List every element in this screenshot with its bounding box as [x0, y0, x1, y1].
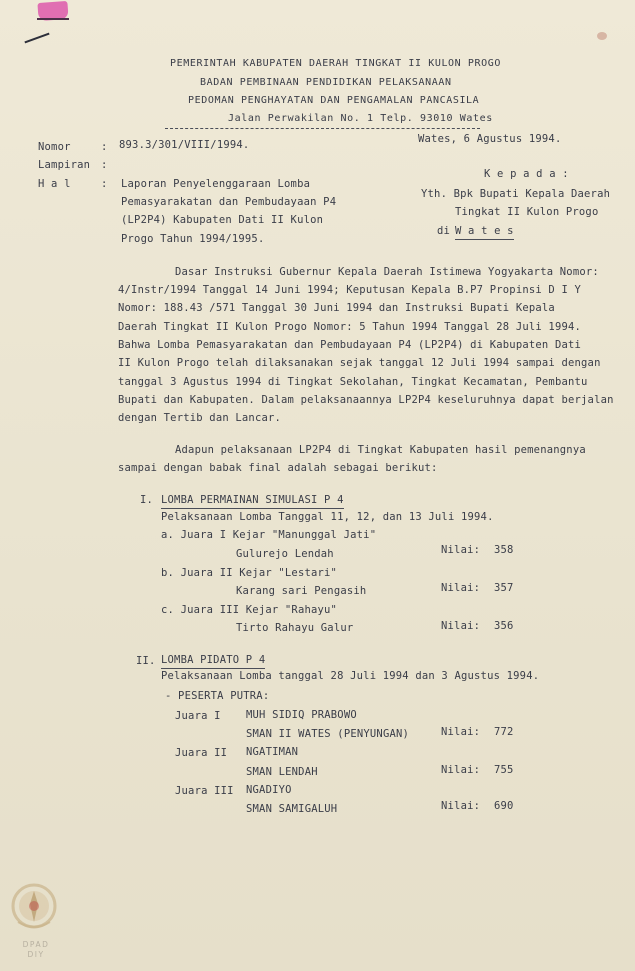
hal-line: (LP2P4) Kabupaten Dati II Kulon	[121, 214, 324, 226]
body-line: Bahwa Lomba Pemasyarakatan dan Pembudayaan P4 (LP2P4) di Kabupaten Dati	[118, 339, 582, 351]
score-label: Nilai:	[441, 582, 481, 594]
section-1-winner-rank: a. Juara I Kejar "Manunggal Jati"	[161, 529, 377, 541]
section-2-number: II.	[136, 655, 156, 667]
body-line: Nomor: 188.43 /571 Tanggal 30 Juni 1994 dan Instruksi Bupati Kepala	[118, 302, 555, 314]
section-1-title: LOMBA PERMAINAN SIMULASI P 4	[161, 494, 344, 509]
hal-line: Pemasyarakatan dan Pembudayaan P4	[121, 196, 337, 208]
letterhead-rule	[165, 128, 480, 129]
section-2-winner-name: MUH SIDIQ PRABOWO	[246, 709, 357, 721]
watermark-line-2: DIY	[27, 950, 45, 959]
score-value: 358	[494, 544, 514, 556]
recipient-city: W a t e s	[455, 225, 514, 240]
section-1-date: Pelaksanaan Lomba Tanggal 11, 12, dan 13 Juli 1994.	[161, 511, 494, 523]
letterhead-line-1: PEMERINTAH KABUPATEN DAERAH TINGKAT II KULON PROGO	[170, 58, 502, 69]
letter-date: Wates, 6 Agustus 1994.	[418, 133, 562, 145]
section-1-number: I.	[140, 494, 154, 506]
section-2-winner-name: NGATIMAN	[246, 746, 299, 758]
body-line: Adapun pelaksanaan LP2P4 di Tingkat Kabupaten hasil pemenangnya	[175, 444, 586, 456]
score-value: 690	[494, 800, 514, 812]
body-line: sampai dengan babak final adalah sebagai berikut:	[118, 462, 438, 474]
section-2-winner-school: SMAN SAMIGALUH	[246, 803, 338, 815]
score-value: 772	[494, 726, 514, 738]
section-2-winner-rank: Juara II	[175, 747, 228, 759]
recipient-di: di	[437, 225, 451, 237]
score-label: Nilai:	[441, 620, 481, 632]
body-line: dengan Tertib dan Lancar.	[118, 412, 282, 424]
section-2-winner-name: NGADIYO	[246, 784, 292, 796]
hal-colon: :	[101, 178, 108, 190]
nomor-value: 893.3/301/VIII/1994.	[119, 139, 250, 151]
score-label: Nilai:	[441, 544, 481, 556]
dpad-seal-icon	[10, 882, 58, 934]
tab-line	[37, 18, 69, 20]
nomor-colon: :	[101, 141, 108, 153]
letterhead-address: Jalan Perwakilan No. 1 Telp. 93010 Wates	[228, 113, 493, 124]
body-line: II Kulon Progo telah dilaksanakan sejak tanggal 12 Juli 1994 sampai dengan	[118, 357, 601, 369]
score-value: 755	[494, 764, 514, 776]
hal-line: Progo Tahun 1994/1995.	[121, 233, 265, 245]
section-2-winner-rank: Juara I	[175, 710, 221, 722]
body-line: tanggal 3 Agustus 1994 di Tingkat Sekolahan, Tingkat Kecamatan, Pembantu	[118, 376, 588, 388]
lampiran-label: Lampiran	[38, 159, 91, 171]
nomor-label: Nomor	[38, 141, 71, 153]
section-1-winner-place: Tirto Rahayu Galur	[236, 622, 354, 634]
body-line: Daerah Tingkat II Kulon Progo Nomor: 5 Tahun 1994 Tanggal 28 Juli 1994.	[118, 321, 582, 333]
score-value: 356	[494, 620, 514, 632]
body-line: Dasar Instruksi Gubernur Kepala Daerah Istimewa Yogyakarta Nomor:	[175, 266, 599, 278]
section-1-winner-place: Gulurejo Lendah	[236, 548, 334, 560]
section-2-title: LOMBA PIDATO P 4	[161, 654, 265, 669]
score-label: Nilai:	[441, 726, 481, 738]
section-2-subheading: - PESERTA PUTRA:	[165, 690, 270, 702]
watermark-text	[18, 940, 54, 960]
recipient-line-2: Tingkat II Kulon Progo	[455, 206, 599, 218]
body-line: Bupati dan Kabupaten. Dalam pelaksanaannya LP2P4 keseluruhnya dapat berjalan	[118, 394, 614, 406]
section-2-date: Pelaksanaan Lomba tanggal 28 Juli 1994 dan 3 Agustus 1994.	[161, 670, 540, 682]
hal-label: H a l	[38, 178, 71, 190]
letterhead-line-2: BADAN PEMBINAAN PENDIDIKAN PELAKSANAAN	[200, 77, 452, 88]
lampiran-colon: :	[101, 159, 108, 171]
kepada-label: K e p a d a :	[484, 168, 569, 180]
section-2-winner-rank: Juara III	[175, 785, 234, 797]
stain-dot	[597, 32, 607, 40]
section-2-winner-school: SMAN II WATES (PENYUNGAN)	[246, 728, 410, 740]
watermark-line-1: DPAD	[22, 940, 50, 949]
section-2-winner-school: SMAN LENDAH	[246, 766, 318, 778]
section-1-winner-place: Karang sari Pengasih	[236, 585, 367, 597]
pen-stroke	[24, 33, 49, 44]
score-label: Nilai:	[441, 800, 481, 812]
score-label: Nilai:	[441, 764, 481, 776]
section-1-winner-rank: b. Juara II Kejar "Lestari"	[161, 567, 338, 579]
hal-line: Laporan Penyelenggaraan Lomba	[121, 178, 311, 190]
score-value: 357	[494, 582, 514, 594]
section-1-winner-rank: c. Juara III Kejar "Rahayu"	[161, 604, 338, 616]
letterhead-line-3: PEDOMAN PENGHAYATAN DAN PENGAMALAN PANCASILA	[188, 95, 480, 106]
recipient-line-1: Yth. Bpk Bupati Kepala Daerah	[421, 188, 611, 200]
body-line: 4/Instr/1994 Tanggal 14 Juni 1994; Keputusan Kepala B.P7 Propinsi D I Y	[118, 284, 582, 296]
